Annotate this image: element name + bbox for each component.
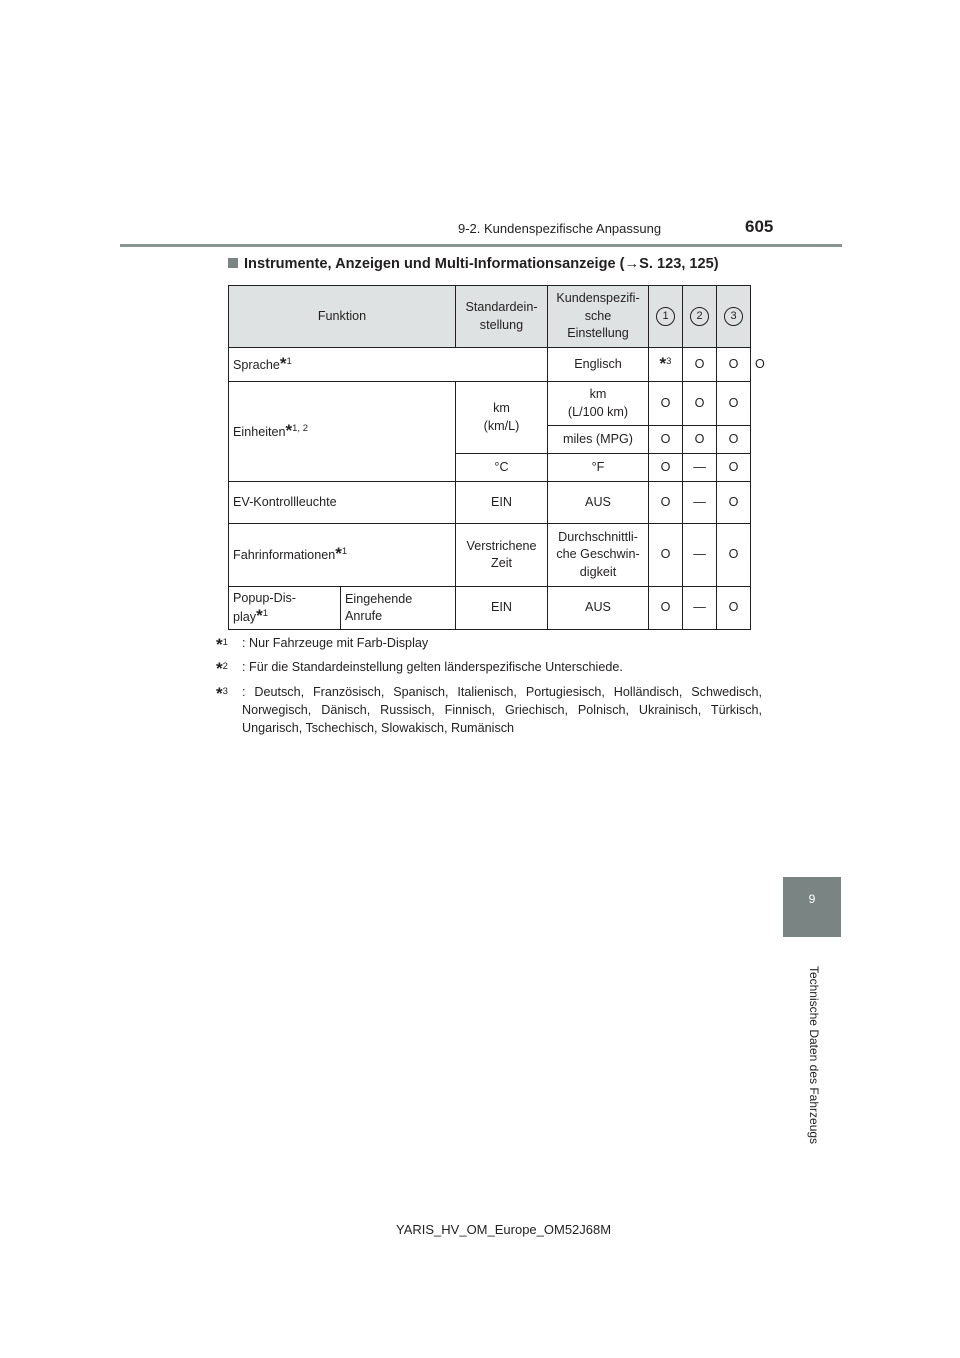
row-label: Popup-Dis- play*$^1$	[229, 587, 341, 630]
settings-table	[228, 285, 765, 630]
page-number: 605	[745, 217, 774, 236]
row-c2: —	[683, 587, 717, 630]
header-circle-3	[717, 286, 751, 348]
table-row-sprache: Sprache*$^1$ Englisch *$^3$ O O O	[229, 348, 751, 382]
row-c3: O	[717, 382, 751, 426]
row-c3: O	[717, 426, 751, 454]
row-label: Fahrinformationen*$^1$	[229, 524, 456, 587]
sub-heading	[228, 256, 719, 272]
chapter-side-label: Technische Daten des Fahrzeugs	[807, 965, 821, 1145]
footnote-text: : Für die Standardeinstellung gelten länderspezifische Unterschiede.	[242, 660, 623, 674]
row-label: EV-Kontrollleuchte	[229, 482, 456, 524]
circled-number-1: 1	[656, 307, 675, 326]
row-c1: O	[683, 348, 717, 382]
row-kunden: km (L/100 km)	[548, 382, 649, 426]
header-circle-1	[649, 286, 683, 348]
table-row-einheiten	[229, 382, 751, 426]
footnote-mark: *$^2$	[216, 659, 228, 679]
row-c3: O	[717, 524, 751, 587]
row-c2: —	[683, 524, 717, 587]
row-standard: Englisch	[548, 348, 649, 382]
sub-heading-text: Instrumente, Anzeigen und Multi-Informationsanzeige (→S. 123, 125)	[244, 256, 719, 272]
footnote-mark: *$^1$	[216, 635, 228, 655]
row-kunden: miles (MPG)	[548, 426, 649, 454]
circled-number-3: 3	[724, 307, 743, 326]
row-kunden: *$^3$	[649, 348, 683, 382]
header-funktion: Funktion	[229, 286, 456, 348]
table-header-row	[229, 286, 751, 348]
table-row-ev	[229, 482, 751, 524]
row-kunden: AUS	[548, 482, 649, 524]
footnote-text: : Deutsch, Französisch, Spanisch, Italienisch, Portugiesisch, Holländisch, Schwedisch, Norwegisch, Dänisch, Russisch, Finnisch, Griechisch, Polnisch, Ukrainisch, Türkisch, Ungarisch, Tschechisch, Slowakisch, Rumänisch	[242, 685, 762, 735]
row-c1: O	[649, 587, 683, 630]
row-label: Sprache*$^1$	[229, 348, 548, 382]
header-circle-2	[683, 286, 717, 348]
row-c2: O	[683, 382, 717, 426]
chapter-tab: 9	[783, 877, 841, 937]
row-c2: —	[683, 454, 717, 482]
row-c3: O	[717, 454, 751, 482]
header-standard: Standardein- stellung	[456, 286, 548, 348]
table-row-popup	[229, 587, 751, 630]
footnote-mark: *$^3$	[216, 684, 228, 704]
row-standard: °C	[456, 454, 548, 482]
row-standard: km (km/L)	[456, 382, 548, 454]
row-kunden: °F	[548, 454, 649, 482]
row-c2: O	[683, 426, 717, 454]
document-footer: YARIS_HV_OM_Europe_OM52J68M	[396, 1222, 612, 1237]
square-bullet-icon	[228, 258, 238, 268]
row-c2: O	[717, 348, 751, 382]
row-c3: O	[717, 587, 751, 630]
row-c3: O	[717, 482, 751, 524]
row-standard: EIN	[456, 587, 548, 630]
row-sublabel: Eingehende Anrufe	[341, 587, 456, 630]
row-c1: O	[649, 426, 683, 454]
header-rule	[120, 244, 842, 247]
row-kunden: AUS	[548, 587, 649, 630]
footnote-text: : Nur Fahrzeuge mit Farb-Display	[242, 636, 429, 650]
header-kunden: Kundenspezifi- sche Einstellung	[548, 286, 649, 348]
table-row-fahrinformationen	[229, 524, 751, 587]
row-kunden: Durchschnittli- che Geschwin- digkeit	[548, 524, 649, 587]
row-c2: —	[683, 482, 717, 524]
row-standard: EIN	[456, 482, 548, 524]
row-label: Einheiten*$^{1, 2}$	[229, 382, 456, 482]
row-c1: O	[649, 454, 683, 482]
section-title: 9-2. Kundenspezifische Anpassung	[458, 221, 662, 236]
row-c1: O	[649, 524, 683, 587]
circled-number-2: 2	[690, 307, 709, 326]
row-c1: O	[649, 382, 683, 426]
row-c1: O	[649, 482, 683, 524]
row-standard: Verstrichene Zeit	[456, 524, 548, 587]
